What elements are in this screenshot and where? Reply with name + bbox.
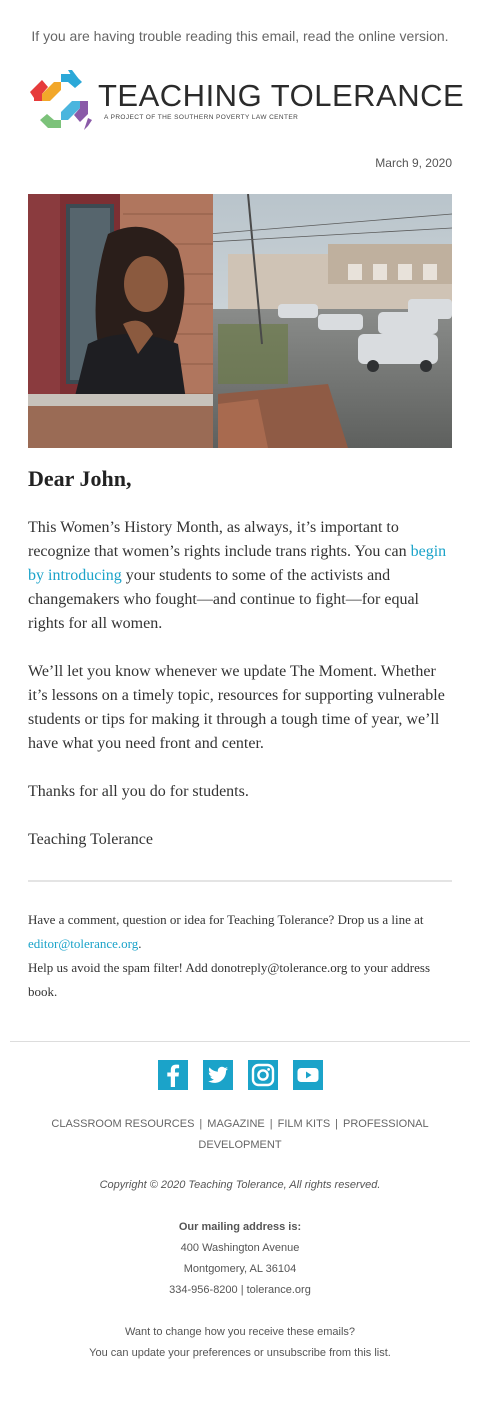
body-paragraph-3: Thanks for all you do for students.: [28, 783, 249, 800]
body-paragraph-1-text-b: your students to some of the activists and changemakers who fought—and continue to fight—for equal rights for all women.: [28, 567, 419, 632]
issue-date: March 9, 2020: [375, 156, 452, 170]
greeting-heading: Dear John,: [28, 466, 132, 491]
youtube-icon[interactable]: [293, 1060, 323, 1090]
nav-film-kits[interactable]: FILM KITS: [277, 1118, 331, 1130]
address-line-2: Montgomery, AL 36104: [183, 1263, 297, 1275]
contact-note: [28, 908, 452, 956]
mailing-address-label: Our mailing address is:: [178, 1221, 302, 1233]
content-divider: [28, 880, 452, 882]
logo-wordmark: TEACHING TOLERANCE: [98, 78, 465, 113]
change-preferences-question: Want to change how you receive these emails?: [124, 1326, 356, 1338]
footer-nav: [40, 1114, 440, 1156]
nav-separator: |: [269, 1118, 273, 1130]
signature: Teaching Tolerance: [28, 831, 153, 848]
body-paragraph-2: We’ll let you know whenever we update The Moment. Whether it’s lessons on a timely topic, resources for supporting vulnerable students or tips for making it through a tough time of year, we’ll have what you need front and center.: [28, 663, 445, 752]
begin-by-introducing-link[interactable]: begin by introducing: [28, 543, 447, 584]
spam-filter-note: Help us avoid the spam filter! Add donotreply@tolerance.org to your address book.: [28, 960, 430, 999]
online-version-bar: [0, 28, 480, 44]
facebook-icon[interactable]: [158, 1060, 188, 1090]
logo-tagline: A PROJECT OF THE SOUTHERN POVERTY LAW CENTER: [104, 114, 299, 121]
nav-separator: |: [199, 1118, 203, 1130]
nav-magazine[interactable]: MAGAZINE: [207, 1118, 265, 1130]
teaching-tolerance-logo[interactable]: [28, 68, 465, 134]
contact-note-period: .: [138, 936, 142, 951]
nav-separator: |: [335, 1118, 339, 1130]
copyright-text: Copyright © 2020 Teaching Tolerance, All rights reserved.: [99, 1179, 381, 1191]
update-preferences-link[interactable]: You can update your preferences or unsubscribe from this list.: [89, 1347, 391, 1359]
footer-divider: [10, 1041, 470, 1042]
editor-email-link[interactable]: editor@tolerance.org: [28, 936, 139, 951]
phone-and-website[interactable]: 334-956-8200 | tolerance.org: [169, 1284, 311, 1296]
hero-photo-illustration: [28, 194, 452, 448]
social-links: [0, 1060, 480, 1090]
contact-note-text: Have a comment, question or idea for Teaching Tolerance? Drop us a line at: [28, 912, 424, 927]
instagram-icon[interactable]: [248, 1060, 278, 1090]
body-paragraph-1-text-a: This Women’s History Month, as always, it’s important to recognize that women’s rights include trans rights. You can: [28, 519, 411, 560]
hands-logo-icon: [28, 68, 94, 134]
address-line-1: 400 Washington Avenue: [180, 1242, 300, 1254]
nav-professional-development[interactable]: PROFESSIONAL DEVELOPMENT: [198, 1118, 429, 1151]
hero-photo: [28, 194, 452, 448]
nav-classroom-resources[interactable]: CLASSROOM RESOURCES: [51, 1118, 195, 1130]
online-version-link[interactable]: If you are having trouble reading this email, read the online version.: [31, 28, 449, 44]
body-paragraph-1: [28, 516, 452, 636]
twitter-icon[interactable]: [203, 1060, 233, 1090]
